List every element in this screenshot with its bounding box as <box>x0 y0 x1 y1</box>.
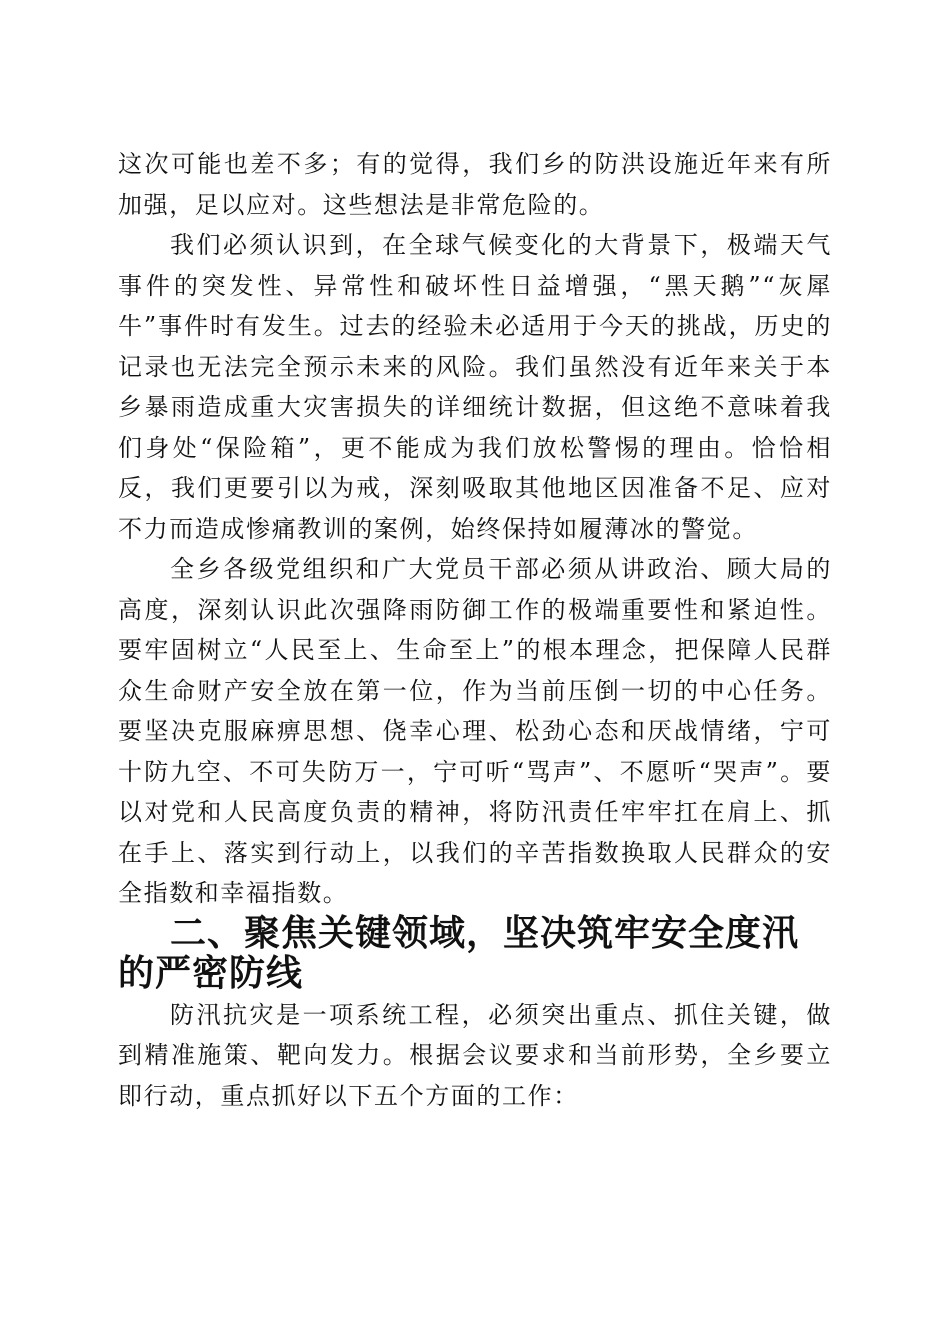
paragraph-extreme-weather: 我们必须认识到，在全球气候变化的大背景下，极端天气事件的突发性、异常性和破坏性日益增强，“黑天鹅”“灰犀牛”事件时有发生。过去的经验未必适用于今天的挑战，历史的记录也无法完全预示未来的风险。我们虽然没有近年来关于本乡暴雨造成重大灾害损失的详细统计数据，但这绝不意味着我们身处“保险箱”，更不能成为我们放松警惕的理由。恰恰相反，我们更要引以为戒，深刻吸取其他地区因准备不足、应对不力而造成惨痛教训的案例，始终保持如履薄冰的警觉。 <box>118 231 832 543</box>
paragraph-party-responsibility: 全乡各级党组织和广大党员干部必须从讲政治、顾大局的高度，深刻认识此次强降雨防御工作的极端重要性和紧迫性。要牢固树立“人民至上、生命至上”的根本理念，把保障人民群众生命财产安全放在第一位，作为当前压倒一切的中心任务。要坚决克服麻痹思想、侥幸心理、松劲心态和厌战情绪，宁可十防九空、不可失防万一，宁可听“骂声”、不愿听“哭声”。要以对党和人民高度负责的精神，将防汛责任牢牢扛在肩上、抓在手上、落实到行动上，以我们的辛苦指数换取人民群众的安全指数和幸福指数。 <box>118 555 832 907</box>
document-body <box>118 144 832 1116</box>
paragraph-continuation: 这次可能也差不多；有的觉得，我们乡的防洪设施近年来有所加强，足以应对。这些想法是非常危险的。 <box>118 150 832 219</box>
section-heading: 二、聚焦关键领域，坚决筑牢安全度汛的严密防线 <box>118 912 800 994</box>
paragraph-system-engineering: 防汛抗灾是一项系统工程，必须突出重点、抓住关键，做到精准施策、靶向发力。根据会议要求和当前形势，全乡要立即行动，重点抓好以下五个方面的工作： <box>118 1000 832 1110</box>
